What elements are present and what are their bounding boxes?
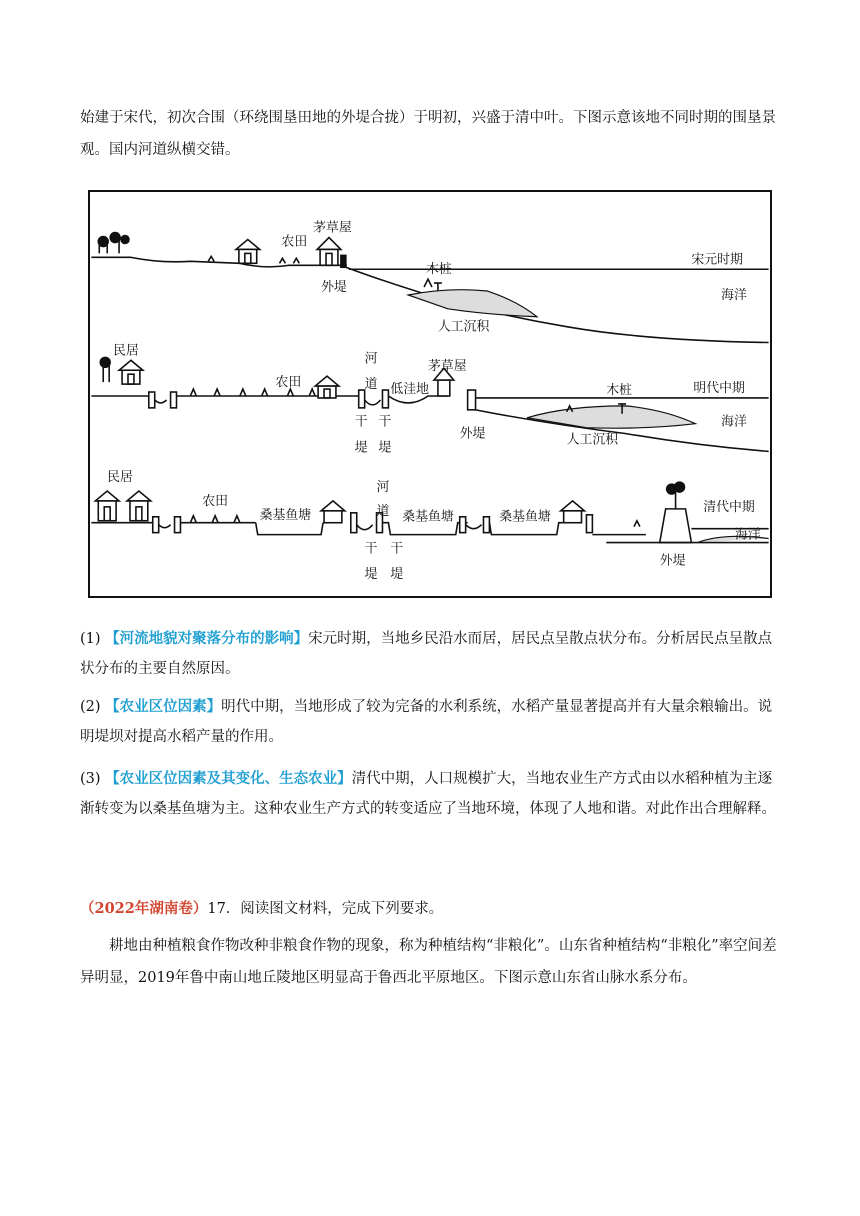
ming-trunk-dike-b1: 干 [378, 414, 392, 430]
question-2-text: 明代中期，当地形成了较为完备的水利系统，水稻产量显著提高并有大量余粮输出。说明堤坝对提高水稻产量的作用。 [80, 699, 773, 745]
tree-icon [98, 233, 129, 254]
qing-pond3-label: 桑基鱼塘 [499, 509, 551, 525]
song-sediment-label: 人工沉积 [437, 319, 490, 335]
exam-source-text: 17．阅读图文材料，完成下列要求。 [207, 901, 444, 917]
qing-trunk-dike-b2: 堤 [390, 567, 404, 583]
question-3-tag: 【农业区位因素及其变化、生态农业】 [105, 770, 352, 787]
ming-sediment-label: 人工沉积 [566, 432, 619, 448]
question-2-tag: 【农业区位因素】 [105, 698, 222, 715]
tree-icon [667, 482, 685, 509]
qing-pond1-label: 桑基鱼塘 [259, 507, 312, 523]
exam-source-year: （2022年湖南卷） [80, 900, 208, 917]
ming-river-label-2: 道 [364, 377, 378, 393]
qing-dike-label: 外堤 [659, 553, 686, 569]
ming-dike-label: 外堤 [459, 426, 486, 442]
question-2-number: (2) [80, 699, 101, 715]
house-icon [127, 491, 151, 521]
ming-trunk-dike-a1: 干 [354, 414, 368, 430]
qing-pond2-label: 桑基鱼塘 [402, 509, 454, 525]
qing-trunk-dike-a2: 堤 [364, 567, 378, 583]
question-3 [80, 764, 785, 824]
ming-trunk-dike-b2: 堤 [378, 440, 392, 456]
hut-icon [236, 240, 260, 264]
intro-paragraph: 始建于宋代，初次合围（环绕围垦田地的外堤合拢）于明初，兴盛于清中叶。下图示意该地不同时期的围垦景观。国内河道纵横交错。 [80, 110, 776, 158]
qing-sea-label: 海洋 [734, 527, 761, 543]
fish-pond [256, 523, 323, 535]
reclamation-diagram [88, 190, 772, 598]
dike-marker [341, 255, 346, 267]
question-2 [80, 692, 785, 752]
house-icon [119, 360, 143, 384]
outer-dike [660, 509, 692, 543]
question-1-text: 宋元时期，当地乡民沿水而居，居民点呈散点状分布。分析居民点呈散点状分布的主要自然原因。 [80, 631, 773, 677]
ming-river-label-1: 河 [364, 351, 378, 367]
song-period-label: 宋元时期 [691, 252, 743, 268]
reclamation-diagram-svg [90, 192, 770, 596]
dike-marker [468, 390, 476, 410]
qing-period-label: 清代中期 [703, 499, 755, 515]
house-icon [561, 501, 585, 523]
thatched-hut-icon [317, 238, 341, 266]
house-icon [321, 501, 345, 523]
song-field-label: 农田 [281, 234, 308, 250]
ming-hut-label: 茅草屋 [428, 359, 467, 375]
ming-trunk-dike-a2: 堤 [354, 440, 368, 456]
qing-river-label-2: 道 [376, 503, 390, 519]
ming-house-label: 民居 [113, 343, 139, 359]
question-1 [80, 624, 785, 684]
exam-source-line [80, 894, 443, 924]
qing-trunk-dike-b1: 干 [390, 541, 404, 557]
qing-trunk-dike-a1: 干 [364, 541, 378, 557]
ming-period-label: 明代中期 [693, 381, 745, 397]
ming-sea-label: 海洋 [721, 414, 747, 430]
material-paragraph: 耕地由种植粮食作物改种非粮食作物的现象，称为种植结构“非粮化”。山东省种植结构“非粮化”率空间差异明显，2019年鲁中南山地丘陵地区明显高于鲁西北平原地区。下图示意山东省山脉水系分布。 [80, 938, 777, 986]
ming-field-label: 农田 [275, 375, 302, 391]
question-3-number: (3) [80, 771, 101, 787]
song-dike-label: 外堤 [321, 280, 347, 296]
song-panel [91, 233, 768, 343]
sediment-mound [408, 290, 537, 317]
house-icon [95, 491, 119, 521]
question-3-text: 清代中期，人口规模扩大，当地农业生产方式由以水稻种植为主逐渐转变为以桑基鱼塘为主。这种农业生产方式的转变适应了当地环境，体现了人地和谐。对此作出合理解释。 [80, 771, 776, 817]
qing-house-label: 民居 [107, 470, 133, 486]
song-hut-label: 茅草屋 [313, 220, 352, 236]
house-icon [315, 376, 339, 398]
ming-pile-label: 木桩 [606, 383, 632, 398]
song-sea-label: 海洋 [721, 287, 747, 303]
question-1-tag: 【河流地貌对聚落分布的影响】 [105, 630, 309, 647]
tree-icon [100, 357, 110, 382]
song-pile-label: 木桩 [426, 262, 452, 278]
question-1-number: (1) [80, 631, 101, 647]
ming-lowland-label: 低洼地 [390, 382, 429, 398]
qing-field-label: 农田 [202, 493, 228, 509]
qing-river-label-1: 河 [376, 480, 390, 496]
sediment-mound [527, 406, 695, 428]
